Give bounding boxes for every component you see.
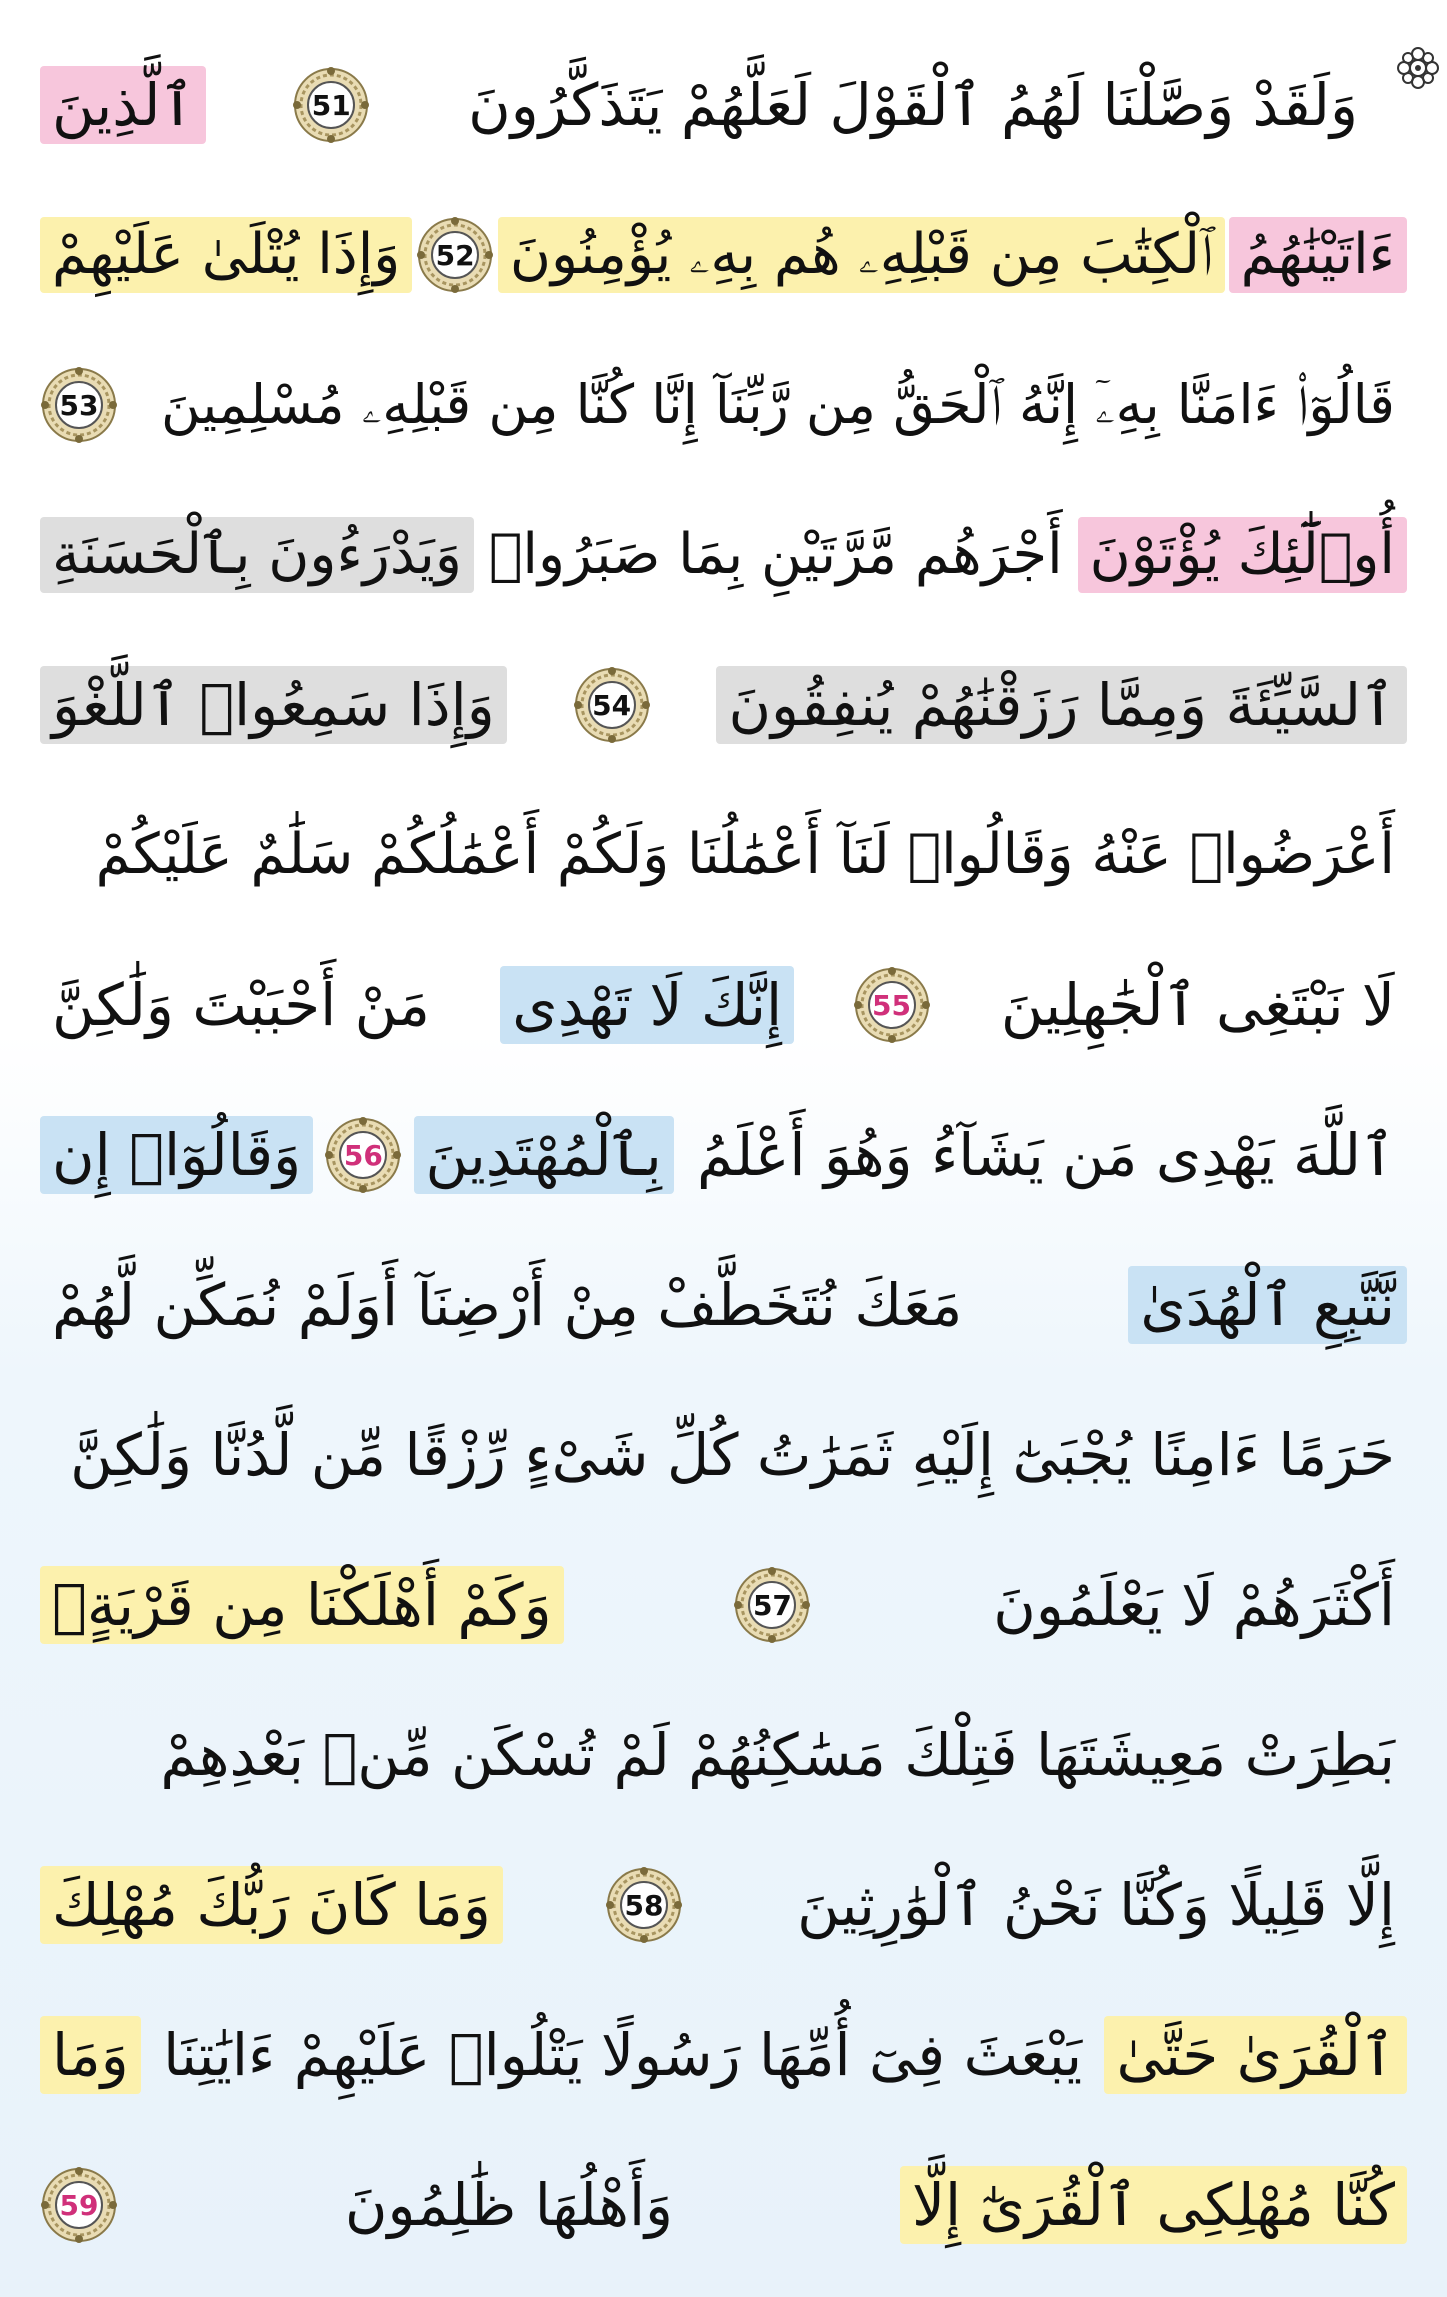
rub-el-hizb-flower-icon (1392, 42, 1444, 94)
verse-text[interactable]: ٱللَّهَ يَهْدِى مَن يَشَآءُ وَهُوَ أَعْلَمُ (697, 1121, 1395, 1189)
highlighted-verse-text[interactable]: أُو۟لَٰٓئِكَ يُؤْتَوْنَ (1078, 517, 1407, 593)
highlighted-verse-text[interactable]: إِنَّكَ لَا تَهْدِى (500, 966, 794, 1044)
verse-text[interactable]: بَطِرَتْ مَعِيشَتَهَا فَتِلْكَ مَسَٰكِنُهُمْ لَمْ تُسْكَن مِّنۢ بَعْدِهِمْ (160, 1721, 1395, 1789)
verse-text[interactable]: حَرَمًا ءَامِنًا يُجْبَىٰٓ إِلَيْهِ ثَمَرَٰتُ كُلِّ شَىْءٍ رِّزْقًا مِّن لَّدُنَّا وَلَٰكِنَّ (70, 1421, 1395, 1489)
verse-line (40, 630, 1407, 780)
verse-text[interactable]: لَا نَبْتَغِى ٱلْجَٰهِلِينَ (1000, 971, 1395, 1039)
verse-text[interactable]: يَبْعَثَ فِىٓ أُمِّهَا رَسُولًا يَتْلُوا۟ عَلَيْهِمْ ءَايَٰتِنَا (163, 2021, 1083, 2089)
highlighted-verse-text[interactable]: نَّتَّبِعِ ٱلْهُدَىٰ (1128, 1266, 1407, 1344)
verse-text[interactable]: مَعَكَ نُتَخَطَّفْ مِنْ أَرْضِنَآ أَوَلَمْ نُمَكِّن لَّهُمْ (52, 1271, 963, 1339)
verse-text[interactable]: مَنْ أَحْبَبْتَ وَلَٰكِنَّ (52, 971, 430, 1039)
verse-text[interactable]: أَكْثَرَهُمْ لَا يَعْلَمُونَ (993, 1571, 1395, 1639)
highlighted-verse-text[interactable]: وَيَدْرَءُونَ بِٱلْحَسَنَةِ (40, 517, 474, 593)
highlighted-verse-text[interactable]: بِٱلْمُهْتَدِينَ (414, 1116, 674, 1194)
verse-text[interactable]: إِلَّا قَلِيلًا وَكُنَّا نَحْنُ ٱلْوَٰرِثِينَ (797, 1871, 1395, 1939)
ayah-number-marker[interactable] (292, 66, 370, 144)
verse-line (40, 1830, 1407, 1980)
ayah-number-marker[interactable] (40, 366, 118, 444)
ayah-number: 59 (59, 2188, 99, 2222)
verse-line (40, 1530, 1407, 1680)
ayah-number-marker[interactable] (853, 966, 931, 1044)
ayah-number: 56 (343, 1138, 383, 1172)
verse-line (40, 480, 1407, 630)
ayah-number-marker[interactable] (416, 216, 494, 294)
verse-text[interactable]: وَلَقَدْ وَصَّلْنَا لَهُمُ ٱلْقَوْلَ لَعَلَّهُمْ يَتَذَكَّرُونَ (468, 71, 1358, 139)
verse-text[interactable]: قَالُوٓا۟ ءَامَنَّا بِهِۦٓ إِنَّهُ ٱلْحَقُّ مِن رَّبِّنَآ إِنَّا كُنَّا مِن قَبْلِهِۦ مُسْلِمِينَ (161, 373, 1395, 436)
ayah-number-marker[interactable] (573, 666, 651, 744)
ayah-number-marker[interactable] (324, 1116, 402, 1194)
highlighted-verse-text[interactable]: ٱلْكِتَٰبَ مِن قَبْلِهِۦ هُم بِهِۦ يُؤْمِنُونَ (498, 217, 1225, 293)
verse-line (40, 1230, 1407, 1380)
verse-text[interactable]: أَعْرَضُوا۟ عَنْهُ وَقَالُوا۟ لَنَآ أَعْمَٰلُنَا وَلَكُمْ أَعْمَٰلُكُمْ سَلَٰمٌ عَلَيْكُمْ (95, 822, 1395, 887)
highlighted-verse-text[interactable]: وَكَمْ أَهْلَكْنَا مِن قَرْيَةٍۭ (40, 1566, 564, 1644)
highlighted-verse-text[interactable]: ٱلسَّيِّئَةَ وَمِمَّا رَزَقْنَٰهُمْ يُنفِقُونَ (716, 666, 1407, 744)
verse-line (40, 1080, 1407, 1230)
verse-line (40, 30, 1370, 180)
verse-text[interactable]: أَجْرَهُم مَّرَّتَيْنِ بِمَا صَبَرُوا۟ (488, 522, 1063, 587)
verse-line (40, 2130, 1407, 2280)
verse-line (40, 180, 1407, 330)
verse-line (40, 1380, 1407, 1530)
ayah-number: 54 (592, 688, 632, 722)
ayah-number: 52 (435, 238, 475, 272)
highlighted-verse-text[interactable]: وَإِذَا يُتْلَىٰ عَلَيْهِمْ (40, 217, 412, 293)
ayah-number-marker[interactable] (605, 1866, 683, 1944)
ayah-number-marker[interactable] (40, 2166, 118, 2244)
highlighted-verse-text[interactable]: كُنَّا مُهْلِكِى ٱلْقُرَىٰٓ إِلَّا (900, 2166, 1407, 2244)
ayah-number: 53 (59, 388, 99, 422)
highlighted-verse-text[interactable]: ءَاتَيْنَٰهُمُ (1229, 217, 1407, 293)
ayah-number: 51 (311, 88, 351, 122)
verse-line (40, 330, 1407, 480)
highlighted-verse-text[interactable]: ٱلَّذِينَ (40, 66, 206, 144)
ayah-number-marker[interactable] (733, 1566, 811, 1644)
highlighted-verse-text[interactable]: وَقَالُوٓا۟ إِن (40, 1116, 313, 1194)
verse-text[interactable]: وَأَهْلُهَا ظَٰلِمُونَ (344, 2171, 674, 2239)
verse-line (40, 780, 1407, 930)
ayah-number: 55 (872, 988, 911, 1022)
verse-line (40, 930, 1407, 1080)
highlighted-verse-text[interactable]: وَإِذَا سَمِعُوا۟ ٱللَّغْوَ (40, 666, 507, 744)
highlighted-verse-text[interactable]: وَمَا (40, 2016, 141, 2094)
verse-line (40, 1680, 1407, 1830)
highlighted-verse-text[interactable]: ٱلْقُرَىٰ حَتَّىٰ (1104, 2016, 1407, 2094)
highlighted-verse-text[interactable]: وَمَا كَانَ رَبُّكَ مُهْلِكَ (40, 1866, 503, 1944)
verse-line (40, 1980, 1407, 2130)
ayah-number: 58 (624, 1888, 664, 1922)
ayah-number: 57 (752, 1588, 792, 1622)
